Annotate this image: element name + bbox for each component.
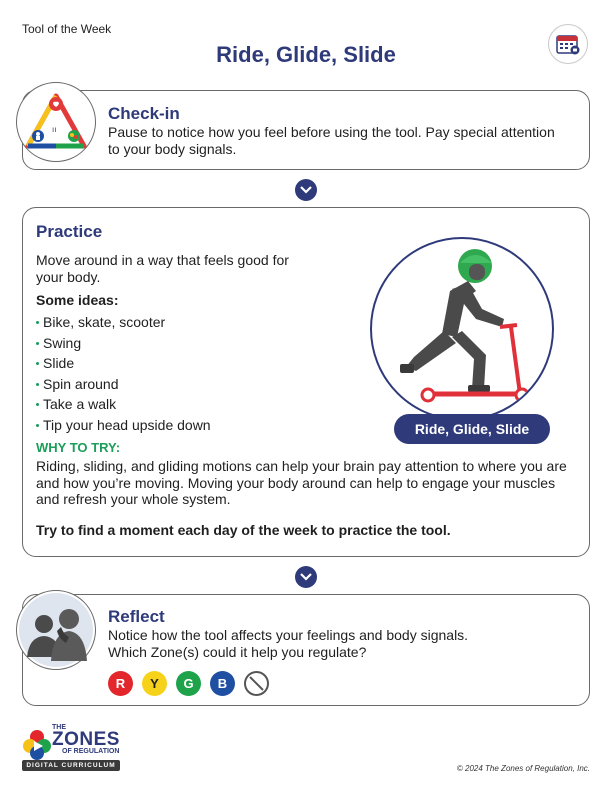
brand-subtitle: OF REGULATION bbox=[62, 748, 120, 755]
ideas-label: Some ideas: bbox=[36, 292, 119, 308]
brand-bar: DIGITAL CURRICULUM bbox=[22, 760, 120, 771]
reflect-title: Reflect bbox=[108, 607, 165, 626]
zone-blue-button[interactable]: B bbox=[210, 671, 235, 696]
practice-intro: Move around in a way that feels good for your body. bbox=[36, 252, 289, 285]
calendar-icon[interactable] bbox=[548, 24, 588, 64]
scooter-rider-icon bbox=[370, 237, 554, 421]
tool-of-the-week-label: Tool of the Week bbox=[22, 22, 112, 36]
list-item: Bike, skate, scooter bbox=[36, 312, 326, 333]
brand-the: THE bbox=[52, 724, 66, 731]
zone-red-button[interactable]: R bbox=[108, 671, 133, 696]
practice-title: Practice bbox=[36, 222, 103, 241]
list-item: Tip your head upside down bbox=[36, 415, 326, 436]
list-item: Take a walk bbox=[36, 394, 326, 415]
chevron-down-icon bbox=[295, 179, 317, 201]
page-title: Ride, Glide, Slide bbox=[216, 42, 396, 67]
copyright: © 2024 The Zones of Regulation, Inc. bbox=[456, 764, 590, 773]
list-item: Spin around bbox=[36, 374, 326, 395]
zone-green-button[interactable]: G bbox=[176, 671, 201, 696]
try-instruction: Try to find a moment each day of the week to practice the tool. bbox=[36, 521, 451, 538]
none-icon[interactable] bbox=[244, 671, 269, 696]
brand-name: ZONES bbox=[52, 729, 120, 750]
checkin-title: Check-in bbox=[108, 104, 180, 123]
ideas-list bbox=[36, 312, 326, 435]
svg-text:ıı: ıı bbox=[52, 125, 57, 134]
reflect-people-icon bbox=[16, 590, 96, 670]
why-to-try-label: WHY TO TRY: bbox=[36, 440, 121, 455]
chevron-down-icon bbox=[295, 566, 317, 588]
zone-yellow-button[interactable]: Y bbox=[142, 671, 167, 696]
list-item: Swing bbox=[36, 333, 326, 354]
zones-selector bbox=[108, 671, 568, 696]
body-signals-icon bbox=[16, 82, 96, 162]
why-to-try-text: Riding, sliding, and gliding motions can help your brain pay attention to where you are and how you’re moving. Moving your body around can help to engage your muscles and refresh your whole system. bbox=[36, 458, 567, 507]
checkin-text: Pause to notice how you feel before using the tool. Pay special attention to your body signals. bbox=[108, 124, 555, 157]
reflect-line-2: Which Zone(s) could it help you regulate? bbox=[108, 644, 367, 660]
list-item: Slide bbox=[36, 353, 326, 374]
illustration-label: Ride, Glide, Slide bbox=[394, 414, 550, 444]
reflect-line-1: Notice how the tool affects your feelings and body signals. bbox=[108, 627, 469, 643]
